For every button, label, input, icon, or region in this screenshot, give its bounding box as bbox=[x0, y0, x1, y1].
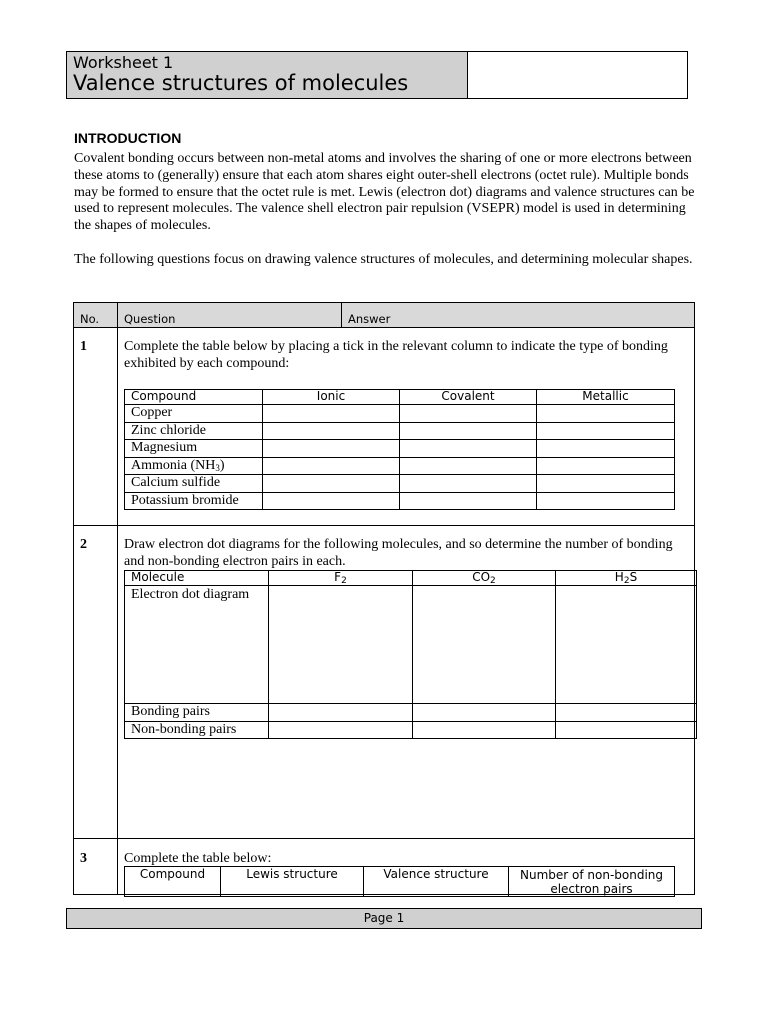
answer-cell[interactable] bbox=[537, 423, 675, 440]
drawing-cell[interactable] bbox=[269, 586, 413, 704]
introduction-paragraph: Covalent bonding occurs between non-metal atoms and involves the sharing of one or more electrons between these atoms to (generally) ensure that each atom shares eight outer-shell electrons (octet rule). Multiple bonds may be formed to ensure that the octet rule is met. Lewis (electron dot) diagrams and valence structures can be used to represent molecules. The valence shell electron pair repulsion (VSEPR) model is used in determining the shapes of molecules. bbox=[74, 151, 695, 234]
answer-cell[interactable] bbox=[556, 704, 697, 722]
answer-cell[interactable] bbox=[269, 722, 413, 739]
subscript: 2 bbox=[490, 576, 496, 586]
answer-cell[interactable] bbox=[413, 722, 556, 739]
subscript: 2 bbox=[623, 576, 630, 586]
column-header: Covalent bbox=[400, 390, 537, 405]
question-1-text: Complete the table below by placing a tick in the relevant column to indicate the type of bonding exhibited by each compound: bbox=[124, 339, 668, 371]
compound-name-end: ) bbox=[219, 458, 225, 473]
page-number: Page 1 bbox=[363, 911, 405, 925]
answer-cell[interactable] bbox=[400, 475, 537, 493]
answer-cell[interactable] bbox=[400, 423, 537, 440]
row-divider bbox=[74, 525, 694, 526]
bonding-type-table bbox=[124, 389, 675, 510]
column-header: Metallic bbox=[537, 390, 675, 405]
answer-cell[interactable] bbox=[537, 458, 675, 475]
answer-cell[interactable] bbox=[400, 405, 537, 423]
question-3-text: Complete the table below: bbox=[124, 851, 272, 866]
answer-cell[interactable] bbox=[263, 440, 400, 458]
answer-cell[interactable] bbox=[537, 440, 675, 458]
column-header: Lewis structure bbox=[221, 867, 364, 897]
question-number: 2 bbox=[80, 537, 87, 552]
row-label: Non-bonding pairs bbox=[125, 722, 269, 739]
formula: CO bbox=[472, 570, 491, 584]
column-header: Ionic bbox=[263, 390, 400, 405]
answer-cell[interactable] bbox=[263, 458, 400, 475]
lewis-structure-table bbox=[124, 866, 675, 897]
row-divider bbox=[74, 838, 694, 839]
row-label: Bonding pairs bbox=[125, 704, 269, 722]
formula: H bbox=[614, 570, 624, 584]
worksheet-label: Worksheet 1 bbox=[73, 53, 174, 72]
formula: F bbox=[334, 570, 342, 584]
page-footer bbox=[66, 908, 702, 929]
electron-dot-table bbox=[124, 570, 697, 739]
drawing-cell[interactable] bbox=[556, 586, 697, 704]
column-header: Compound bbox=[125, 390, 263, 405]
answer-cell[interactable] bbox=[413, 704, 556, 722]
answer-cell[interactable] bbox=[556, 722, 697, 739]
column-header: Compound bbox=[125, 867, 221, 897]
column-divider bbox=[341, 303, 342, 328]
introduction-heading: INTRODUCTION bbox=[74, 130, 182, 146]
column-header bbox=[269, 571, 413, 586]
answer-cell[interactable] bbox=[400, 493, 537, 510]
answer-cell[interactable] bbox=[537, 493, 675, 510]
column-header: Valence structure bbox=[364, 867, 509, 897]
header-title-cell bbox=[67, 52, 468, 98]
header-answer: Answer bbox=[348, 312, 391, 326]
answer-cell[interactable] bbox=[263, 475, 400, 493]
drawing-cell[interactable] bbox=[413, 586, 556, 704]
column-header: Molecule bbox=[125, 571, 269, 586]
question-number: 3 bbox=[80, 851, 87, 866]
answer-cell[interactable] bbox=[537, 475, 675, 493]
compound-cell: Calcium sulfide bbox=[125, 475, 263, 493]
formula-end: S bbox=[629, 570, 638, 584]
answer-cell[interactable] bbox=[400, 458, 537, 475]
compound-cell: Zinc chloride bbox=[125, 423, 263, 440]
question-2-text: Draw electron dot diagrams for the following molecules, and so determine the number of bonding and non-bonding electron pairs in each. bbox=[124, 537, 673, 569]
column-header bbox=[413, 571, 556, 586]
answer-cell[interactable] bbox=[263, 423, 400, 440]
header-question: Question bbox=[124, 312, 176, 326]
question-number: 1 bbox=[80, 339, 87, 354]
question-table-header bbox=[74, 303, 694, 328]
column-header bbox=[556, 571, 697, 586]
row-label: Electron dot diagram bbox=[125, 586, 269, 704]
compound-cell bbox=[125, 458, 263, 475]
answer-cell[interactable] bbox=[537, 405, 675, 423]
answer-cell[interactable] bbox=[263, 405, 400, 423]
column-header: Number of non-bonding electron pairs bbox=[509, 867, 675, 897]
question-table bbox=[73, 302, 695, 895]
subscript: 2 bbox=[341, 576, 347, 586]
header-no: No. bbox=[80, 312, 100, 326]
compound-name: Ammonia (NH bbox=[131, 458, 216, 473]
compound-cell: Magnesium bbox=[125, 440, 263, 458]
compound-cell: Potassium bromide bbox=[125, 493, 263, 510]
answer-cell[interactable] bbox=[269, 704, 413, 722]
compound-cell: Copper bbox=[125, 405, 263, 423]
introduction-followup-paragraph: The following questions focus on drawing valence structures of molecules, and determining molecular shapes. bbox=[74, 252, 693, 267]
answer-cell[interactable] bbox=[263, 493, 400, 510]
worksheet-title: Valence structures of molecules bbox=[73, 71, 409, 95]
worksheet-header bbox=[66, 51, 688, 99]
answer-cell[interactable] bbox=[400, 440, 537, 458]
column-divider bbox=[117, 303, 118, 894]
subscript: 3 bbox=[215, 463, 220, 473]
